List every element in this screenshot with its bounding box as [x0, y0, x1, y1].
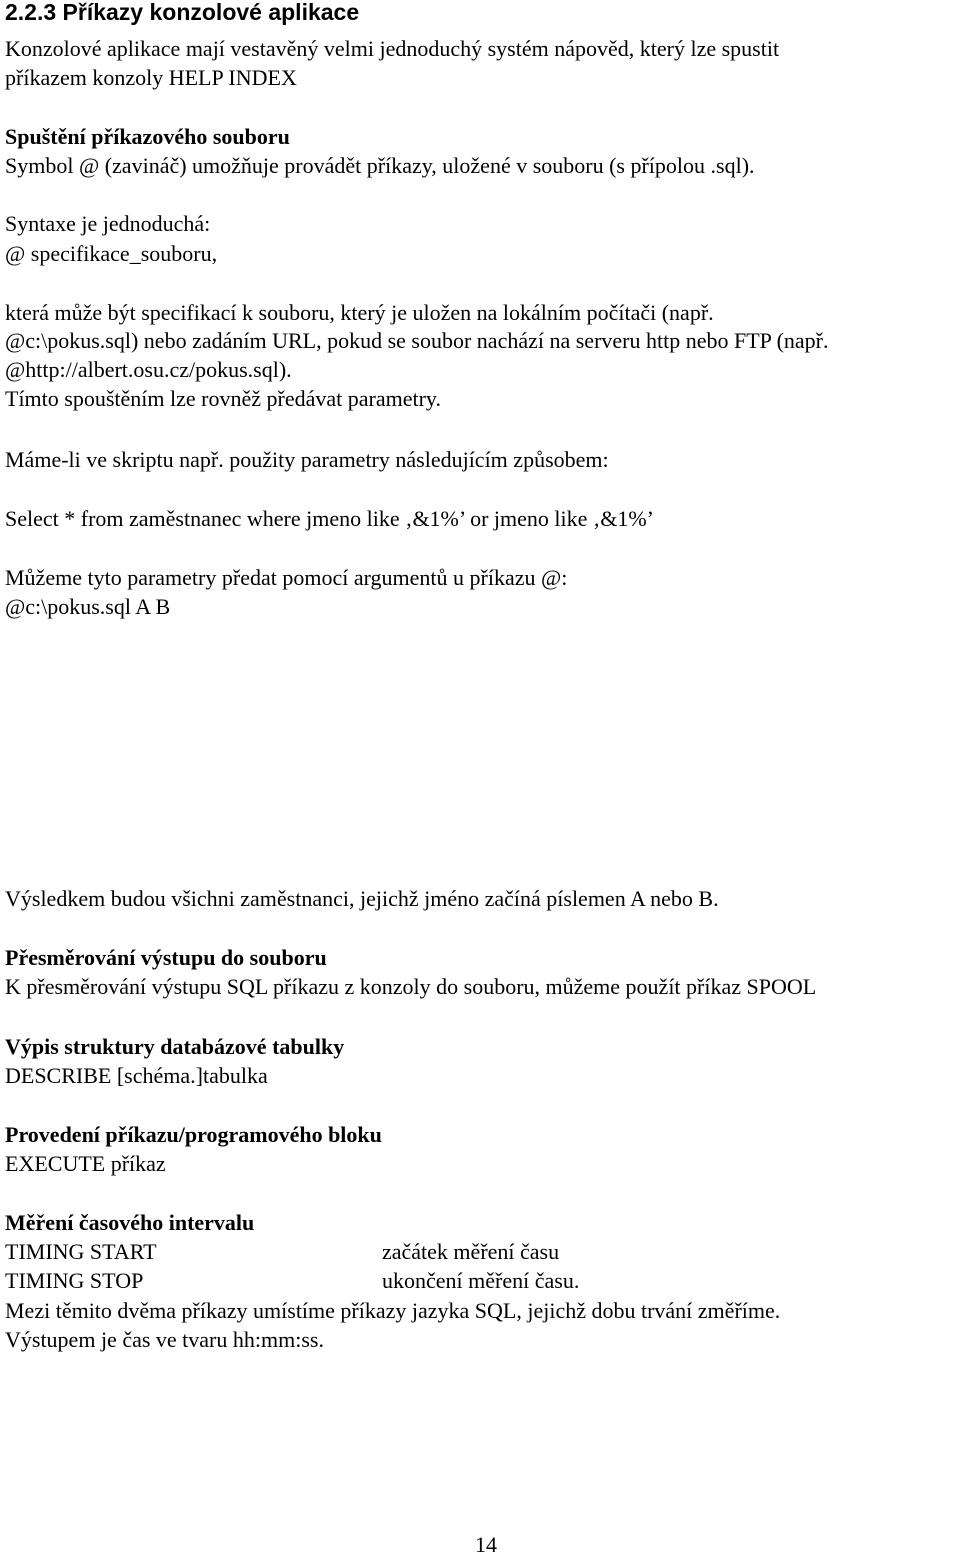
timing-note-2: Výstupem je čas ve tvaru hh:mm:ss. — [5, 1327, 324, 1352]
heading-describe: Výpis struktury databázové tabulky — [5, 1034, 345, 1059]
timing-stop-meaning: ukončení měření času. — [382, 1268, 580, 1293]
script-file-desc-3: @http://albert.osu.cz/pokus.sql). — [5, 357, 292, 382]
script-file-desc-4: Tímto spouštěním lze rovněž předávat parametry. — [5, 386, 441, 411]
script-file-desc-2: @c:\pokus.sql) nebo zadáním URL, pokud se soubor nachází na serveru http nebo FTP (např. — [5, 328, 829, 353]
pass-args-intro: Můžeme tyto parametry předat pomocí argumentů u příkazu @: — [5, 565, 568, 590]
heading-spool: Přesměrování výstupu do souboru — [5, 945, 327, 970]
execute-text: EXECUTE příkaz — [5, 1151, 166, 1176]
intro-line-2: příkazem konzoly HELP INDEX — [5, 65, 297, 90]
heading-script-file: Spuštění příkazového souboru — [5, 124, 290, 149]
pass-args-example: @c:\pokus.sql A B — [5, 594, 171, 619]
syntax-label: Syntaxe je jednoduchá: — [5, 211, 211, 236]
heading-timing: Měření časového intervalu — [5, 1210, 255, 1235]
timing-stop-command: TIMING STOP — [5, 1268, 144, 1293]
timing-start-meaning: začátek měření času — [382, 1239, 560, 1264]
describe-text: DESCRIBE [schéma.]tabulka — [5, 1063, 268, 1088]
result-text: Výsledkem budou všichni zaměstnanci, jejichž jméno začíná píslemen A nebo B. — [5, 886, 719, 911]
page-number: 14 — [475, 1532, 497, 1557]
timing-start-command: TIMING START — [5, 1239, 157, 1264]
script-file-line-1: Symbol @ (zavináč) umožňuje provádět příkazy, uložené v souboru (s přípolou .sql). — [5, 153, 755, 178]
intro-line-1: Konzolové aplikace mají vestavěný velmi jednoduchý systém nápověd, který lze spustit — [5, 36, 780, 61]
heading-execute: Provedení příkazu/programového bloku — [5, 1122, 382, 1147]
timing-note-1: Mezi těmito dvěma příkazy umístíme příkazy jazyka SQL, jejichž dobu trvání změříme. — [5, 1298, 781, 1323]
script-file-desc-1: která může být specifikací k souboru, který je uložen na lokálním počítači (např. — [5, 300, 714, 325]
section-title: 2.2.3 Příkazy konzolové aplikace — [5, 0, 360, 25]
params-intro: Máme-li ve skriptu např. použity parametry následujícím způsobem: — [5, 447, 609, 472]
sql-query-example: Select * from zaměstnanec where jmeno like ‚&1%’ or jmeno like ‚&1%’ — [5, 506, 654, 531]
spool-text: K přesměrování výstupu SQL příkazu z konzoly do souboru, můžeme použít příkaz SPOOL — [5, 974, 817, 999]
syntax-example: @ specifikace_souboru, — [5, 241, 218, 266]
